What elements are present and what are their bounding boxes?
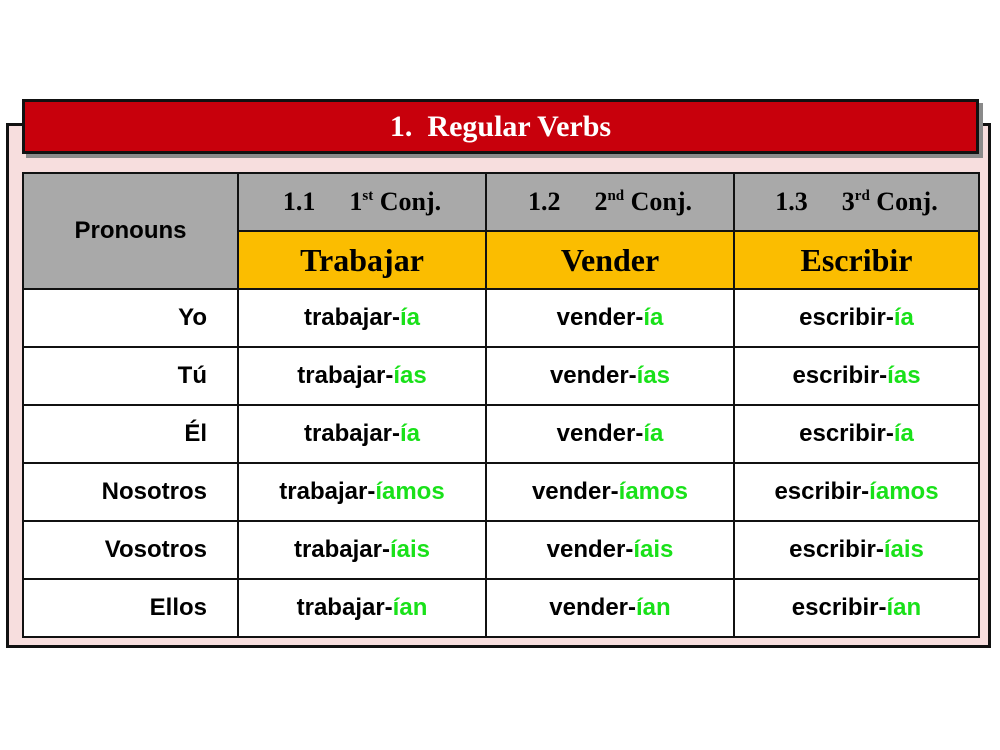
title-bar — [22, 99, 979, 154]
verb-ending: ía — [643, 420, 664, 447]
conj-label: Conj. — [630, 187, 693, 216]
conj-label: Conj. — [876, 187, 938, 216]
verb-form-cell — [734, 405, 979, 463]
verb-ending: ías — [887, 362, 921, 389]
pronoun-cell: Vosotros — [23, 521, 238, 579]
verb-ending: íais — [390, 536, 431, 563]
verb-stem: vender- — [549, 594, 636, 621]
verb-header-vender: Vender — [486, 231, 734, 289]
verb-ending: íais — [883, 536, 924, 563]
verb-stem: trabajar- — [297, 362, 394, 389]
verb-ending: ía — [893, 304, 914, 331]
conj-ordinal: 3 — [841, 187, 855, 216]
verb-ending: ía — [400, 304, 421, 331]
conj-ordinal-suffix: nd — [607, 188, 625, 204]
verb-form-cell — [486, 347, 734, 405]
conj-label: Conj. — [379, 187, 442, 216]
table-row — [23, 521, 979, 579]
pronoun-cell: Él — [23, 405, 238, 463]
table-row — [23, 579, 979, 637]
slide-title: 1. Regular Verbs — [389, 109, 612, 143]
verb-ending: íamos — [375, 478, 445, 505]
conj-ordinal-suffix: st — [362, 188, 374, 204]
verb-stem: vender- — [531, 478, 619, 505]
verb-form-cell — [486, 289, 734, 347]
verb-form-cell — [734, 289, 979, 347]
verb-header-escribir: Escribir — [734, 231, 979, 289]
verb-form-cell — [486, 463, 734, 521]
verb-stem: escribir- — [774, 478, 870, 505]
pronoun-cell: Nosotros — [23, 463, 238, 521]
verb-form-cell — [238, 463, 486, 521]
verb-form-cell — [486, 579, 734, 637]
conj-number: 1.1 — [282, 187, 316, 216]
verb-stem: trabajar- — [279, 478, 376, 505]
verb-form-cell — [734, 463, 979, 521]
pronoun-cell: Ellos — [23, 579, 238, 637]
conj-header-3 — [734, 173, 979, 231]
conj-header-1 — [238, 173, 486, 231]
verb-stem: escribir- — [799, 304, 894, 331]
verb-stem: trabajar- — [296, 594, 393, 621]
verb-form-cell — [486, 405, 734, 463]
verb-ending: ían — [636, 594, 671, 621]
conj-ordinal: 2 — [594, 187, 608, 216]
pronouns-header: Pronouns — [23, 173, 238, 289]
verb-stem: escribir- — [791, 594, 887, 621]
verb-stem: trabajar- — [303, 304, 401, 331]
verb-form-cell — [238, 521, 486, 579]
conj-ordinal: 1 — [349, 187, 363, 216]
verb-ending: ías — [393, 362, 427, 389]
verb-form-cell — [734, 521, 979, 579]
verb-stem: trabajar- — [303, 420, 401, 447]
verb-form-cell — [238, 579, 486, 637]
verb-ending: ías — [636, 362, 671, 389]
verb-stem: vender- — [556, 420, 644, 447]
table-row — [23, 463, 979, 521]
header-row-conjugation — [23, 173, 979, 231]
verb-form-cell — [734, 579, 979, 637]
table-row — [23, 405, 979, 463]
pronoun-cell: Yo — [23, 289, 238, 347]
verb-ending: ían — [886, 594, 922, 621]
conj-header-2 — [486, 173, 734, 231]
conj-number: 1.2 — [527, 187, 561, 216]
verb-ending: ía — [893, 420, 914, 447]
verb-form-cell — [238, 347, 486, 405]
verb-ending: ía — [400, 420, 421, 447]
verb-ending: íamos — [869, 478, 939, 505]
verb-form-cell — [238, 405, 486, 463]
conjugation-table — [22, 172, 980, 638]
verb-ending: íais — [633, 536, 674, 563]
verb-stem: vender- — [556, 304, 644, 331]
verb-stem: escribir- — [799, 420, 894, 447]
verb-form-cell — [238, 289, 486, 347]
verb-stem: escribir- — [789, 536, 884, 563]
conj-number: 1.3 — [775, 187, 808, 216]
verb-ending: ía — [643, 304, 664, 331]
verb-header-trabajar: Trabajar — [238, 231, 486, 289]
verb-ending: ían — [392, 594, 428, 621]
verb-stem: escribir- — [792, 362, 888, 389]
table-row — [23, 347, 979, 405]
table-row — [23, 289, 979, 347]
conj-ordinal-suffix: rd — [854, 188, 870, 204]
verb-stem: trabajar- — [293, 536, 390, 563]
verb-form-cell — [734, 347, 979, 405]
verb-form-cell — [486, 521, 734, 579]
verb-stem: vender- — [546, 536, 634, 563]
verb-ending: íamos — [618, 478, 689, 505]
pronoun-cell: Tú — [23, 347, 238, 405]
verb-stem: vender- — [549, 362, 637, 389]
